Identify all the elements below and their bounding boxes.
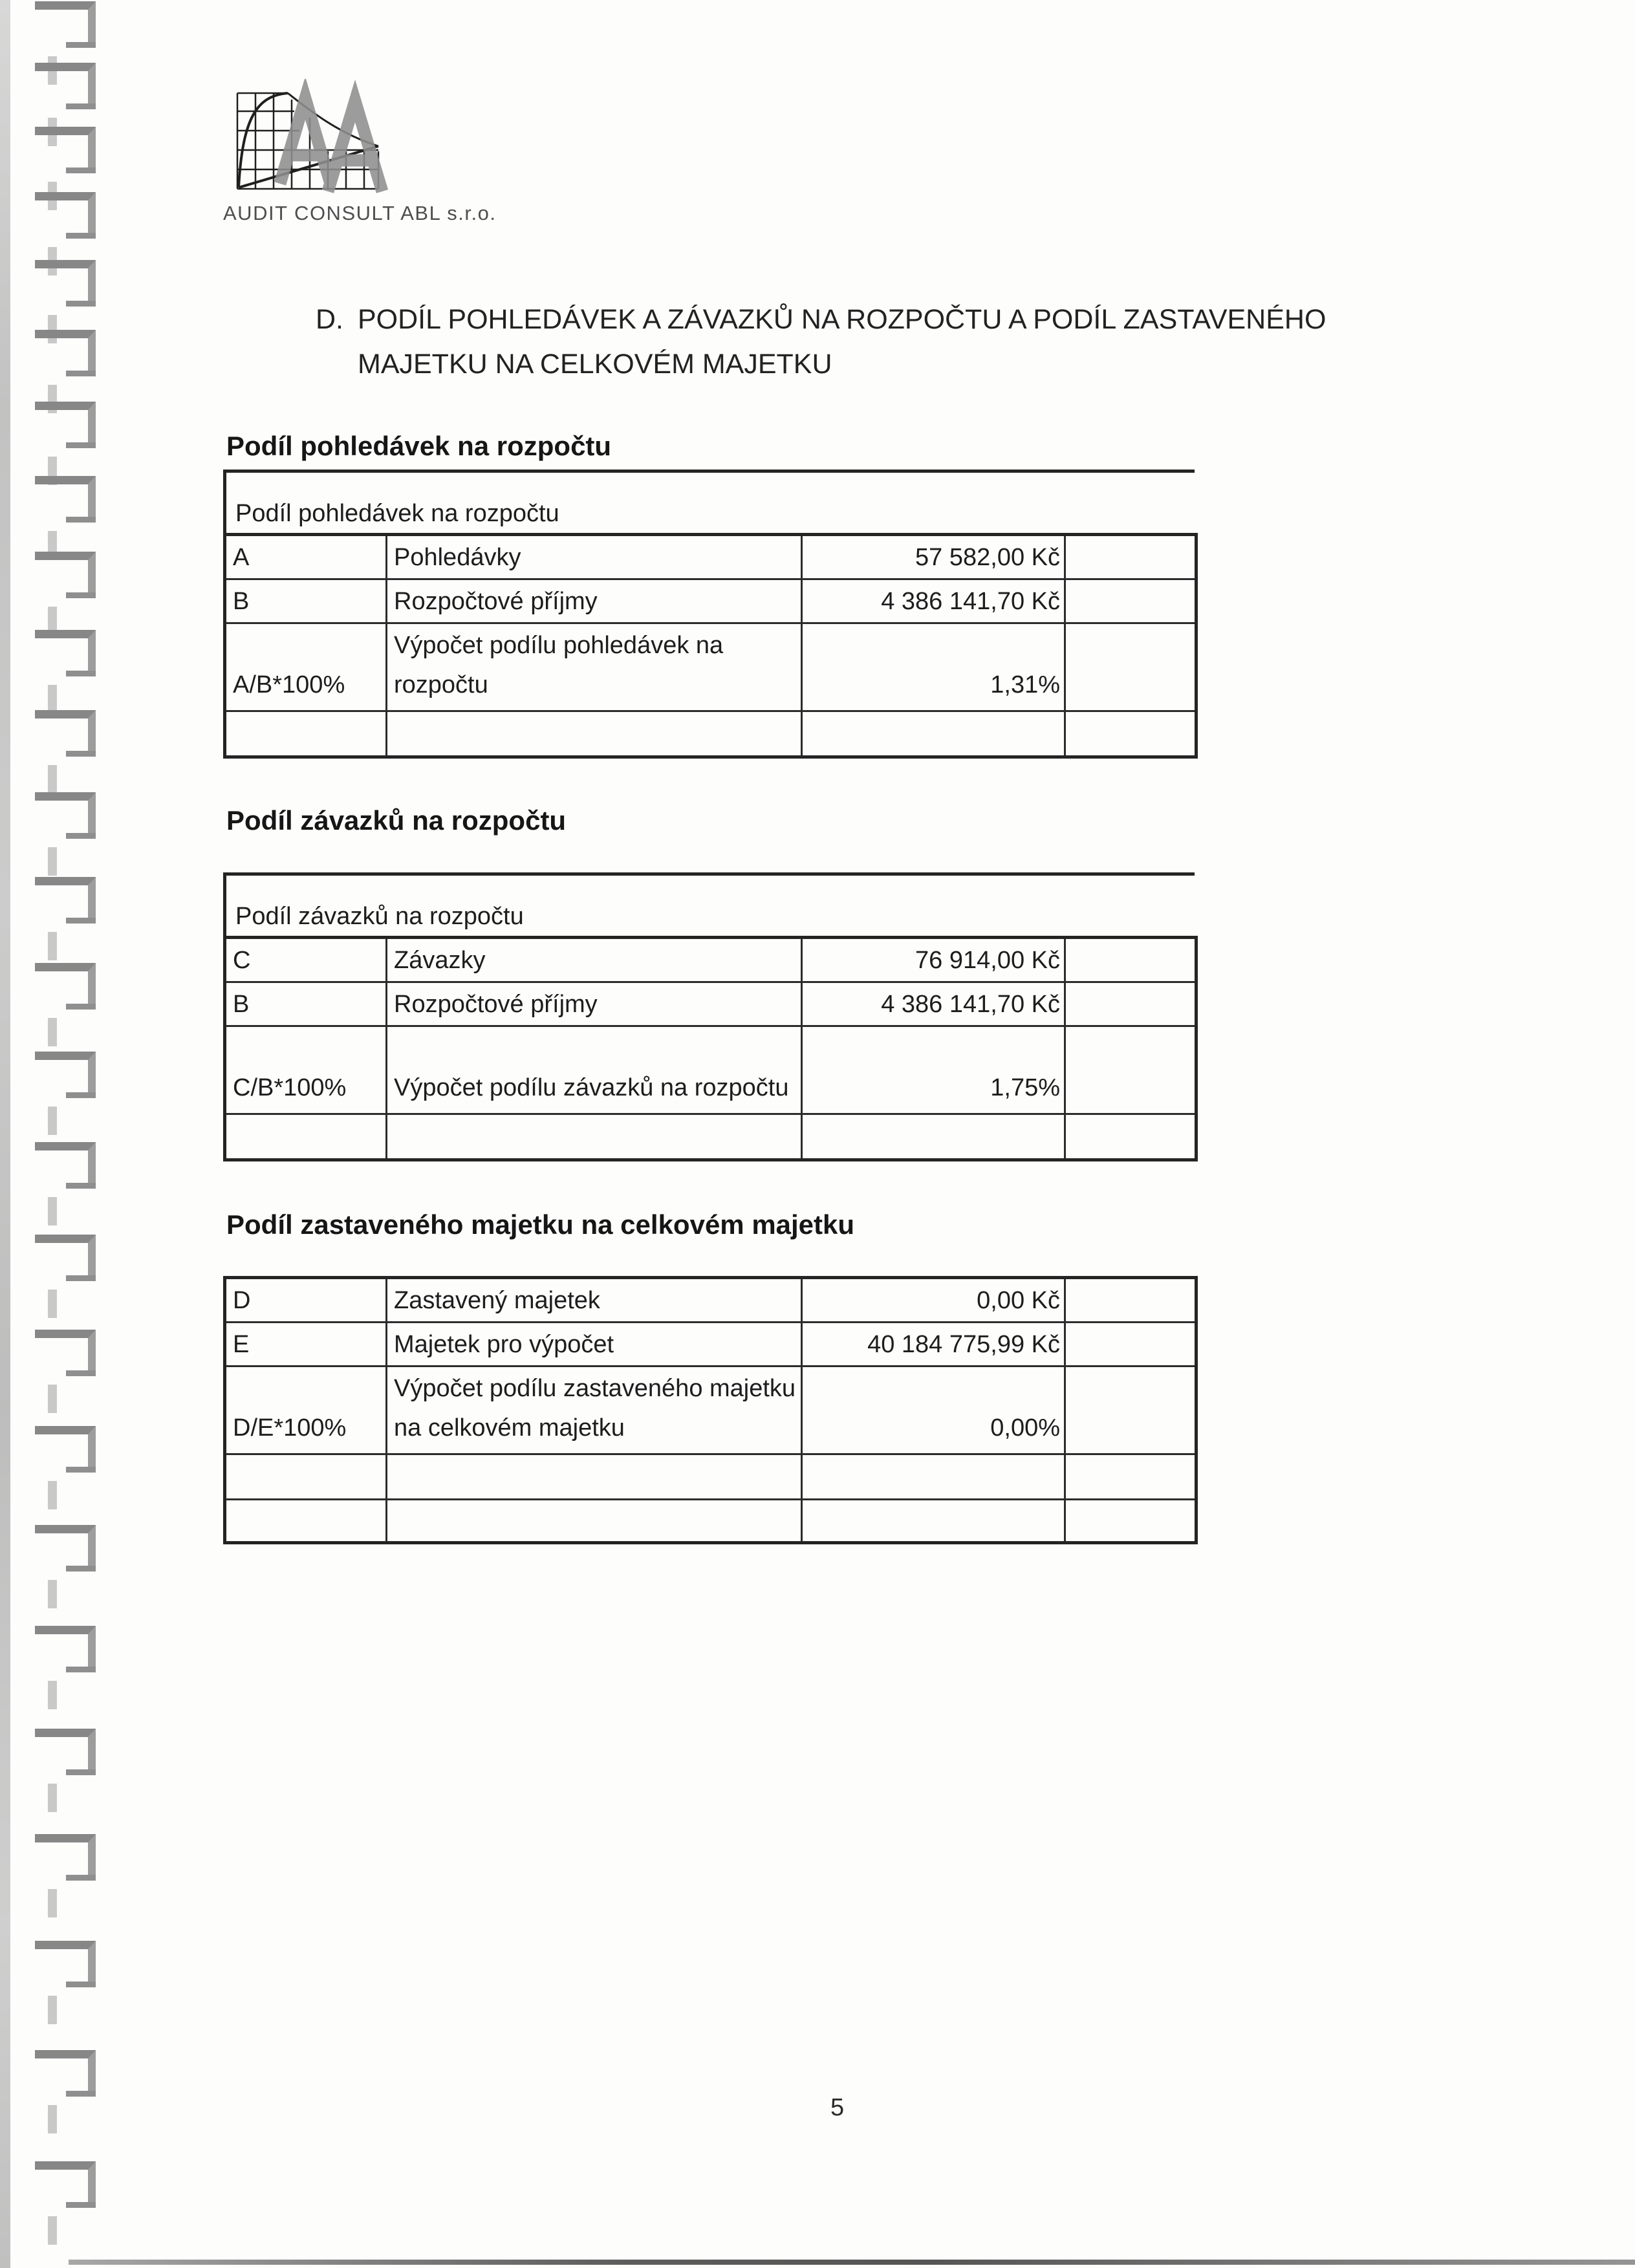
row-label-cell: Zastavený majetek <box>387 1278 802 1323</box>
row-value-cell <box>802 1454 1065 1500</box>
table-row <box>225 1454 1196 1500</box>
row-label-cell: Závazky <box>387 938 802 982</box>
table-row <box>225 711 1196 757</box>
company-name: AUDIT CONSULT ABL s.r.o. <box>223 202 497 224</box>
row-extra-cell <box>1065 1026 1196 1114</box>
row-value-cell: 1,31% <box>802 623 1065 711</box>
table-header-zavazky: Podíl závazků na rozpočtu <box>223 872 1195 936</box>
row-code-cell: E <box>225 1323 387 1366</box>
table-row <box>225 623 1196 711</box>
row-label-cell: Majetek pro výpočet <box>387 1323 802 1366</box>
row-code-cell <box>225 1114 387 1160</box>
row-extra-cell <box>1065 1323 1196 1366</box>
row-extra-cell <box>1065 623 1196 711</box>
row-extra-cell <box>1065 938 1196 982</box>
row-value-cell <box>802 1114 1065 1160</box>
table-row <box>225 982 1196 1026</box>
row-extra-cell <box>1065 1278 1196 1323</box>
row-extra-cell <box>1065 1500 1196 1543</box>
row-code-cell: D/E*100% <box>225 1366 387 1454</box>
table-row <box>225 579 1196 623</box>
table-row <box>225 1500 1196 1543</box>
table-row <box>225 535 1196 579</box>
table-pohledavky <box>223 470 1195 759</box>
row-code-cell: A <box>225 535 387 579</box>
logo <box>223 79 501 225</box>
row-label-cell: Rozpočtové příjmy <box>387 982 802 1026</box>
table-zavazky <box>223 872 1195 1161</box>
row-value-cell: 4 386 141,70 Kč <box>802 579 1065 623</box>
section-title-zavazky: Podíl závazků na rozpočtu <box>226 805 567 836</box>
logo-mark-icon <box>223 79 417 197</box>
row-label-cell <box>387 1500 802 1543</box>
row-extra-cell <box>1065 579 1196 623</box>
row-code-cell <box>225 1500 387 1543</box>
row-extra-cell <box>1065 1454 1196 1500</box>
row-code-cell: B <box>225 579 387 623</box>
document-heading <box>316 297 1467 387</box>
row-extra-cell <box>1065 1114 1196 1160</box>
row-label-cell: Pohledávky <box>387 535 802 579</box>
row-extra-cell <box>1065 1366 1196 1454</box>
row-value-cell: 40 184 775,99 Kč <box>802 1323 1065 1366</box>
row-value-cell: 76 914,00 Kč <box>802 938 1065 982</box>
row-code-cell: C <box>225 938 387 982</box>
row-label-cell: Výpočet podílu závazků na rozpočtu <box>387 1026 802 1114</box>
row-label-cell: Výpočet podílu pohledávek na rozpočtu <box>387 623 802 711</box>
table-row <box>225 1026 1196 1114</box>
table-row <box>225 1366 1196 1454</box>
section-title-zastaveny-majetek: Podíl zastaveného majetku na celkovém majetku <box>226 1209 855 1240</box>
row-value-cell: 0,00 Kč <box>802 1278 1065 1323</box>
table-row <box>225 938 1196 982</box>
heading-number: D. <box>316 304 343 335</box>
row-code-cell: D <box>225 1278 387 1323</box>
section-title-pohledavky: Podíl pohledávek na rozpočtu <box>226 431 612 461</box>
row-value-cell: 4 386 141,70 Kč <box>802 982 1065 1026</box>
row-extra-cell <box>1065 535 1196 579</box>
row-code-cell: B <box>225 982 387 1026</box>
row-value-cell: 1,75% <box>802 1026 1065 1114</box>
row-label-cell: Rozpočtové příjmy <box>387 579 802 623</box>
row-value-cell: 57 582,00 Kč <box>802 535 1065 579</box>
scan-bottom-edge <box>69 2260 1635 2265</box>
row-value-cell <box>802 1500 1065 1543</box>
row-extra-cell <box>1065 711 1196 757</box>
table-zastaveny-majetek <box>223 1276 1195 1544</box>
row-code-cell: A/B*100% <box>225 623 387 711</box>
table-row <box>225 1323 1196 1366</box>
row-extra-cell <box>1065 982 1196 1026</box>
row-label-cell <box>387 711 802 757</box>
table-row <box>225 1114 1196 1160</box>
heading-text: PODÍL POHLEDÁVEK A ZÁVAZKŮ NA ROZPOČTU A PODÍL ZASTAVENÉHO MAJETKU NA CELKOVÉM MAJETKU <box>358 304 1326 380</box>
row-code-cell: C/B*100% <box>225 1026 387 1114</box>
row-label-cell <box>387 1454 802 1500</box>
page-number: 5 <box>830 2094 845 2121</box>
row-code-cell <box>225 711 387 757</box>
row-value-cell: 0,00% <box>802 1366 1065 1454</box>
row-label-cell: Výpočet podílu zastaveného majetku na celkovém majetku <box>387 1366 802 1454</box>
table-row <box>225 1278 1196 1323</box>
row-code-cell <box>225 1454 387 1500</box>
table-header-pohledavky: Podíl pohledávek na rozpočtu <box>223 470 1195 533</box>
row-label-cell <box>387 1114 802 1160</box>
row-value-cell <box>802 711 1065 757</box>
